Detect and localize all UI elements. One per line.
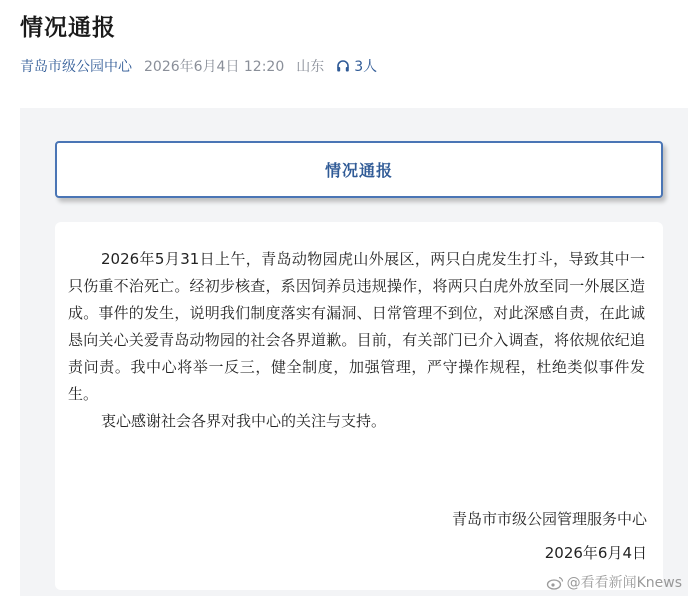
publish-region: 山东	[296, 59, 325, 75]
publish-datetime: 2026年6月4日 12:20	[144, 59, 285, 75]
notice-paragraph: 2026年5月31日上午，青岛动物园虎山外展区，两只白虎发生打斗，导致其中一只伤重不治死亡。经初步核查，系因饲养员违规操作，将两只白虎外放至同一外展区造成。事件的发生，说明我们制度落实有漏洞、日常管理不到位，对此深感自责，在此诚恳向关心关爱青岛动物园的社会各界道歉。目前，有关部门已介入调查，将依规依纪追责问责。我中心将举一反三，健全制度，加强管理，严守操作规程，杜绝类似事件发生。	[68, 250, 645, 403]
notice-body-card	[55, 222, 663, 590]
listen-count-label: 3人	[354, 59, 378, 75]
watermark	[546, 572, 682, 592]
watermark-text: @看看新闻Knews	[566, 575, 682, 591]
notice-paragraph: 衷心感谢社会各界对我中心的关注与支持。	[101, 412, 387, 430]
signature-date: 2026年6月4日	[544, 544, 647, 562]
signature-organization: 青岛市市级公园管理服务中心	[451, 510, 647, 528]
notice-title: 情况通报	[324, 161, 393, 180]
article-meta	[20, 55, 377, 77]
weibo-logo-icon	[546, 575, 564, 590]
article-source-link[interactable]: 青岛市级公园中心	[20, 59, 132, 75]
headphones-icon	[336, 59, 350, 73]
article-title: 情况通报	[20, 15, 116, 41]
notice-title-box	[55, 141, 663, 198]
listen-count[interactable]	[336, 56, 377, 76]
